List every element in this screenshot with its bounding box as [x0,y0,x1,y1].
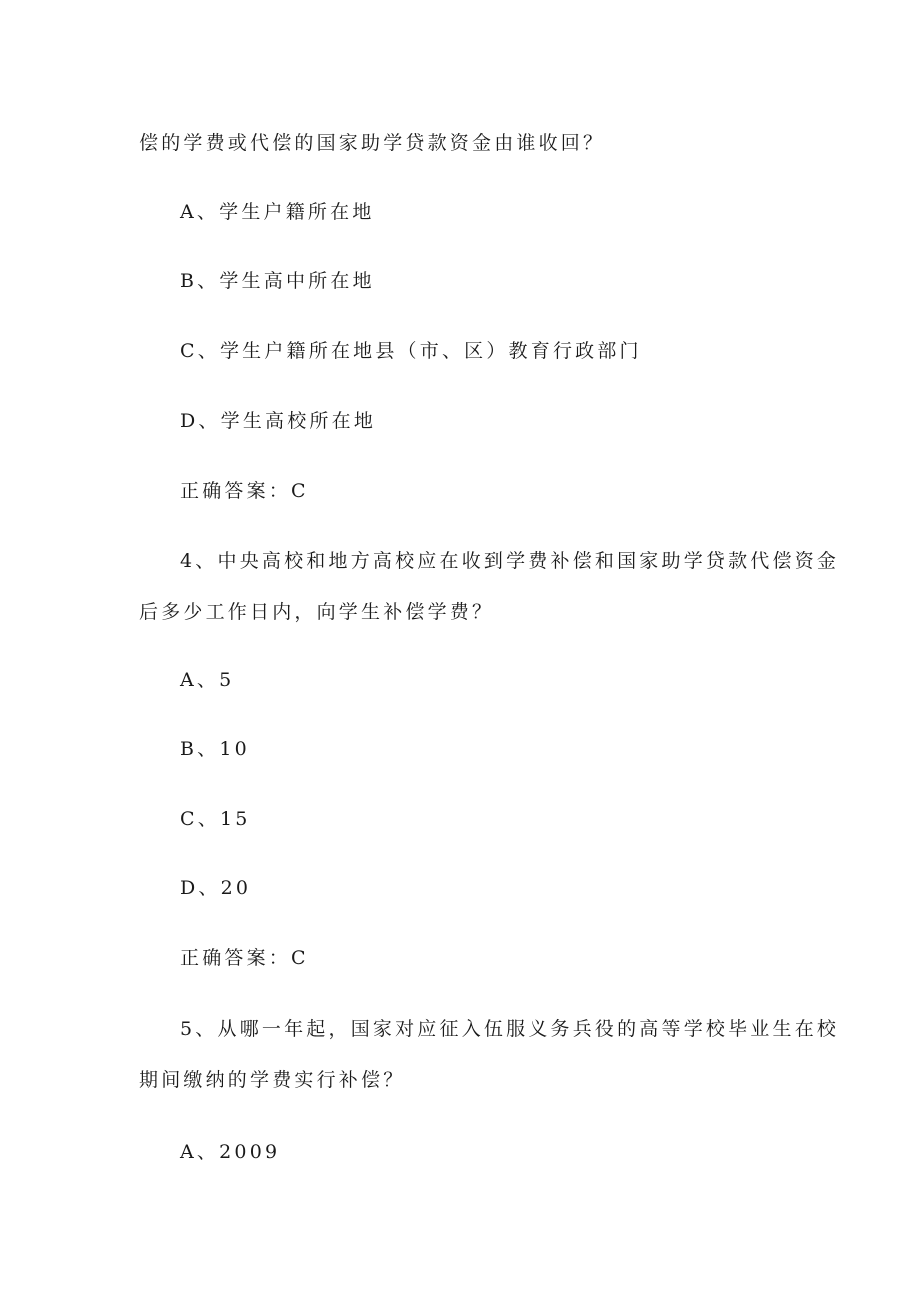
question-3-option-c: C、学生户籍所在地县（市、区）教育行政部门 [180,340,642,362]
question-4-option-b: B、10 [180,738,250,760]
question-4-option-d: D、20 [180,877,252,899]
question-3-stem-continuation: 偿的学费或代偿的国家助学贷款资金由谁收回？ [139,132,606,154]
question-3-option-d: D、学生高校所在地 [180,410,377,432]
question-3-answer: 正确答案：C [180,480,309,502]
question-4-option-c: C、15 [180,808,251,830]
question-5-option-a: A、2009 [180,1141,281,1163]
question-3-option-b: B、学生高中所在地 [180,270,375,292]
question-4-answer: 正确答案：C [180,947,309,969]
question-5-stem-line1: 5、从哪一年起，国家对应征入伍服义务兵役的高等学校毕业生在校 [180,1018,840,1040]
question-4-option-a: A、5 [180,669,235,691]
question-5-stem-line2: 期间缴纳的学费实行补偿？ [139,1069,406,1091]
question-4-stem-line1: 4、中央高校和地方高校应在收到学费补偿和国家助学贷款代偿资金 [180,550,840,572]
question-3-option-a: A、学生户籍所在地 [180,201,375,223]
question-4-stem-line2: 后多少工作日内，向学生补偿学费？ [139,601,495,623]
